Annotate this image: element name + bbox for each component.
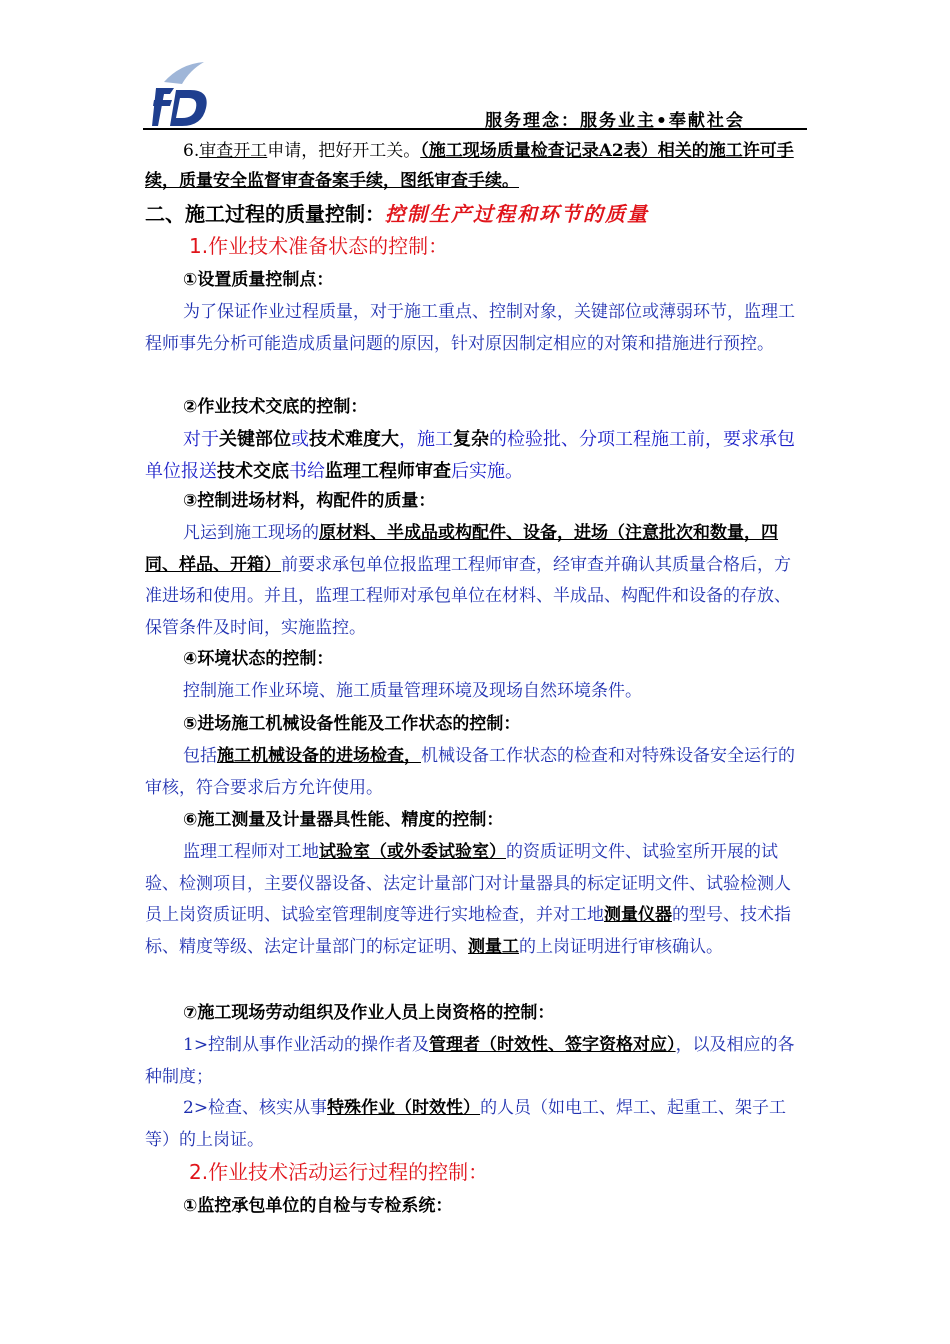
p3-s2: 原材料、半成品或构配件、设备，进场（注意批次和数量，四同、样品、开箱） [145, 523, 778, 575]
p7-a3: ，以及相应的各种制度； [145, 1035, 795, 1087]
p2-s3: 或 [291, 429, 309, 450]
p2-s7: 的检验批、分项工程施工前，要求承包单位报送 [145, 429, 795, 482]
sub2-p1-title: ①监控承包单位的自检与专检系统： [183, 1196, 453, 1216]
sub1-heading [145, 229, 807, 263]
p6-s6: 测量工 [468, 936, 519, 957]
sub1-p5-body [145, 741, 807, 804]
p7-b1: 2>检查、核实从事 [183, 1098, 328, 1118]
p2-s12: 后实施。 [451, 461, 523, 482]
company-logo-icon [150, 60, 212, 130]
section2-heading [145, 198, 807, 230]
p2-s1: 对于 [183, 429, 219, 450]
sub1-p5 [145, 707, 807, 804]
sub1-p3-title: ③控制进场材料，构配件的质量： [183, 491, 436, 511]
sub1-p3-body [145, 518, 807, 644]
sub1-p7 [145, 996, 807, 1156]
p6-s2: 试验室（或外委试验室） [319, 842, 506, 862]
sub1-p6-title: ⑥施工测量及计量器具性能、精度的控制： [183, 810, 504, 830]
sub1-p2-title: ②作业技术交底的控制： [183, 397, 368, 417]
p7-b2: 特殊作业（时效性） [327, 1098, 481, 1118]
p2-s10: 监理工程师 [325, 461, 415, 482]
sub2-heading [145, 1155, 807, 1223]
p6-s1: 监理工程师对工地 [183, 842, 319, 862]
p3-s1: 凡运到施工现场的 [183, 523, 319, 543]
p2-s8: 技术交底 [217, 461, 289, 482]
p2-s11: 审查 [415, 461, 451, 482]
sub1-p7-item2 [145, 1093, 807, 1156]
item-6 [145, 136, 807, 196]
p7-b3: 的人员（如电工、焊工、起重工、架子工等）的上岗证。 [145, 1098, 787, 1150]
item6-number: 6. [183, 141, 200, 161]
p6-s7: 的上岗证明进行审核确认。 [519, 936, 723, 957]
sub1-p2 [145, 390, 807, 488]
header-divider [143, 128, 807, 130]
sub1-p7-title: ⑦施工现场劳动组织及作业人员上岗资格的控制： [183, 1003, 555, 1023]
sub1-p3 [145, 484, 807, 644]
p5-s2: 施工机械设备的进场检查， [217, 746, 421, 766]
sub2-title: 2.作业技术活动运行过程的控制： [189, 1160, 489, 1184]
p5-s1: 包括 [183, 746, 217, 766]
p2-s5: ，施工 [399, 429, 453, 450]
sub1-p1-title: ①设置质量控制点： [183, 270, 334, 290]
item6-underlined-c: （施工现场质量检查记录A2表）相关的施工许可手续，质量安全监督审查备案手续，图纸审查手续。 [145, 141, 794, 191]
p5-s3: 机械设备工作状态的检查和对特殊设备安全运行的审核，符合要求后方允许使用。 [145, 746, 795, 798]
p6-s5: 的型号、技术指标、精度等级、法定计量部门的标定证明、 [145, 905, 791, 957]
p2-s9: 书给 [289, 461, 325, 482]
p7-a2: 管理者（时效性、签字资格对应） [429, 1035, 676, 1055]
p2-s6: 复杂 [453, 429, 489, 450]
sub1-p1 [145, 263, 807, 360]
sub1-p4-title: ④环境状态的控制： [183, 649, 334, 669]
p7-a1: 1>控制从事作业活动的操作者及 [183, 1035, 430, 1055]
sub1-p1-body: 为了保证作业过程质量，对于施工重点、控制对象，关键部位或薄弱环节，监理工程师事先分析可能造成质量问题的原因，针对原因制定相应的对策和措施进行预控。 [145, 302, 795, 354]
sub1-p2-body [145, 424, 807, 488]
p3-s3: 前要求承包单位报监理工程师审查，经审查并确认其质量合格后，方准进场和使用。并且，监理工程师对承包单位在材料、半成品、构配件和设备的存放、保管条件及时间，实施监控。 [145, 554, 791, 638]
p2-s4: 技术难度大 [309, 429, 399, 450]
sub1-title: 1.作业技术准备状态的控制： [189, 234, 449, 258]
sub1-p4 [145, 642, 807, 708]
section2-tagline: 控制生产过程和环节的质量 [385, 202, 649, 226]
sub1-p6-body [145, 837, 807, 963]
sub1-p4-body: 控制施工作业环境、施工质量管理环境及现场自然环境条件。 [183, 681, 642, 701]
p6-s3: 的资质证明文件、试验室所开展的试验、检测项目，主要仪器设备、法定计量部门对计量器具的标定证明文件、试验检测人员上岗资质证明、试验室管理制度等进行实地检查，并对工地 [145, 842, 791, 925]
sub1-p7-item1 [145, 1030, 807, 1093]
item6-underlined-a: 审查开工 [199, 141, 268, 161]
p6-s4: 测量仪器 [604, 905, 672, 925]
header-slogan: 服务理念：服务业主•奉献社会 [485, 111, 745, 131]
sub1-p6 [145, 803, 807, 963]
sub1-p5-title: ⑤进场施工机械设备性能及工作状态的控制： [183, 714, 521, 734]
p2-s2: 关键部位 [219, 429, 291, 450]
item6-text-b: 申请，把好开工关。 [267, 141, 421, 161]
section2-title: 二、施工过程的质量控制： [145, 202, 385, 226]
